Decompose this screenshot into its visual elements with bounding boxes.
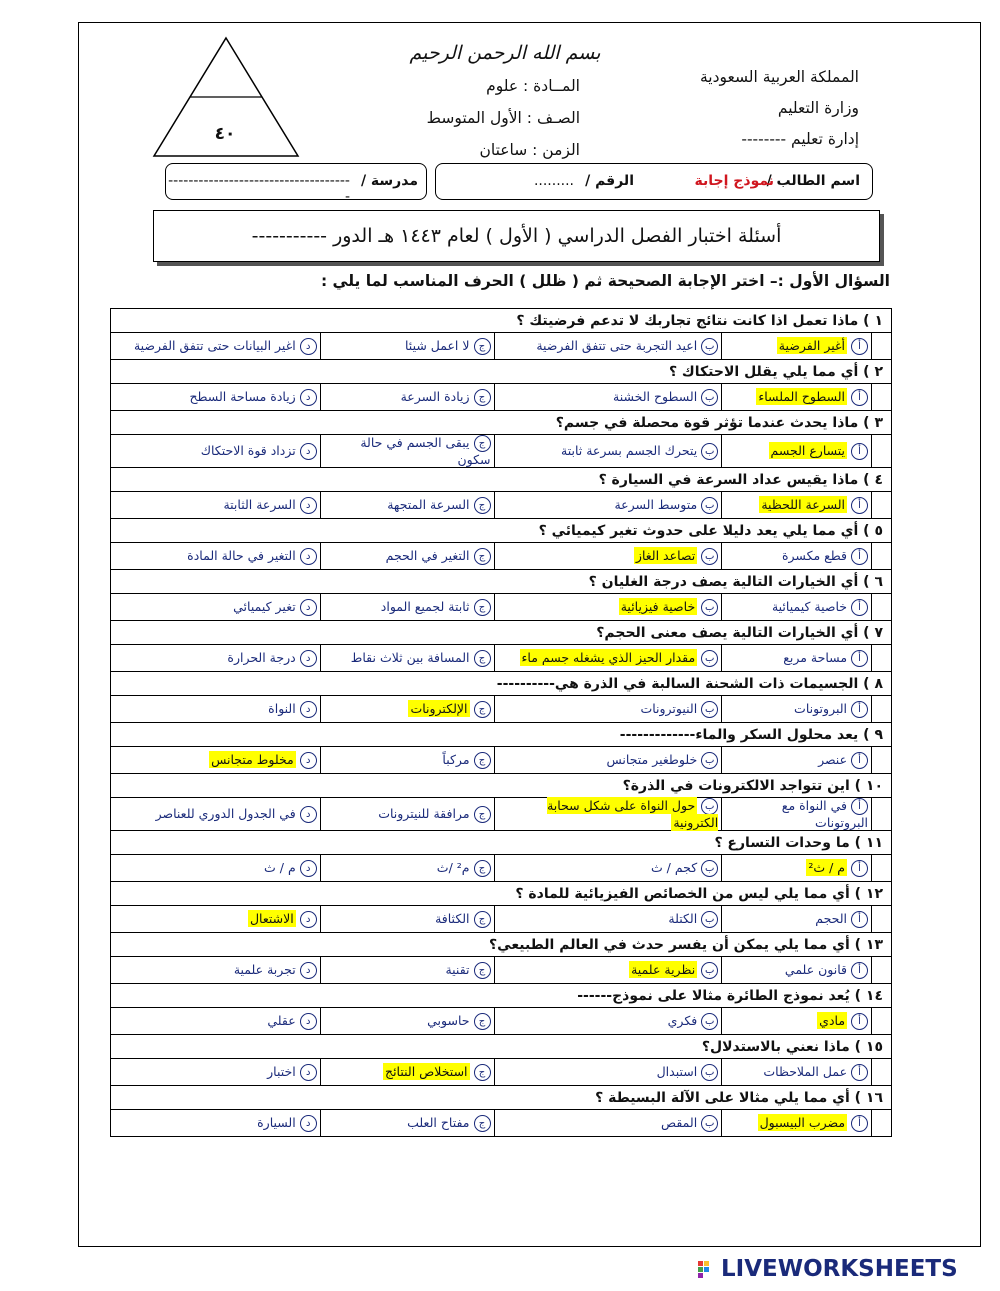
option-text: تجربة علمية xyxy=(233,961,296,977)
option-cell[interactable] xyxy=(111,1059,321,1086)
option-letter[interactable]: د xyxy=(300,1013,317,1030)
question-text: ١٢ ) أي مما يلي ليس من الخصائص الفيزيائية للمادة ؟ xyxy=(111,882,892,906)
option-text: ثابتة لجميع المواد xyxy=(380,598,470,614)
question-text: ٨ ) الجسيمات ذات الشحنة السالبة في الذرة هي---------- xyxy=(111,672,892,696)
option-cell[interactable] xyxy=(722,957,872,984)
option-cell[interactable] xyxy=(494,1059,722,1086)
option-cell[interactable] xyxy=(320,594,494,621)
option-text: زيادة مساحة السطح xyxy=(189,388,296,404)
option-cell[interactable] xyxy=(494,798,722,831)
question-text: ٣ ) ماذا يحدث عندما تؤثر قوة محصلة في جسم؟ xyxy=(111,411,892,435)
option-text: استخلاص النتائج xyxy=(385,1063,468,1079)
question-text: ٩ ) يعد محلول السكر والماء------------- xyxy=(111,723,892,747)
option-cell[interactable] xyxy=(320,906,494,933)
option-letter[interactable]: ب xyxy=(701,389,718,406)
option-letter[interactable]: د xyxy=(300,650,317,667)
option-letter[interactable]: ب xyxy=(701,443,718,460)
options-row xyxy=(111,1059,892,1086)
options-row xyxy=(111,696,892,723)
option-text: السطوح الملساء xyxy=(758,388,846,404)
option-letter[interactable]: د xyxy=(300,962,317,979)
logo-icon xyxy=(697,1260,717,1280)
country-label: المملكة العربية السعودية xyxy=(699,68,859,86)
question-row xyxy=(111,411,892,435)
blank-cell xyxy=(872,435,892,468)
option-letter[interactable]: ج xyxy=(474,1013,491,1030)
option-text: السيارة xyxy=(257,1114,296,1130)
option-text: تصاعد الغاز xyxy=(635,547,696,563)
option-cell[interactable] xyxy=(494,492,722,519)
question-text: ٢ ) أي مما يلي يقلل الاحتكاك ؟ xyxy=(111,360,892,384)
option-text: مساحة مربع xyxy=(783,649,848,665)
options-row xyxy=(111,492,892,519)
option-cell[interactable] xyxy=(111,855,321,882)
option-letter[interactable]: د xyxy=(300,911,317,928)
options-row xyxy=(111,594,892,621)
option-letter[interactable]: أ xyxy=(851,548,868,565)
option-letter[interactable]: ب xyxy=(701,962,718,979)
option-cell[interactable] xyxy=(722,594,872,621)
blank-cell xyxy=(872,492,892,519)
option-text: البروتونات xyxy=(794,700,848,716)
question-row xyxy=(111,519,892,543)
option-text: الإلكترونات xyxy=(410,700,468,716)
option-letter[interactable]: ب xyxy=(701,338,718,355)
option-text: لا اعمل شيئا xyxy=(404,337,470,353)
header-mid xyxy=(400,70,580,166)
option-text: حاسوبي xyxy=(427,1012,470,1028)
option-text: درجة الحرارة xyxy=(227,649,296,665)
option-letter[interactable]: ب xyxy=(701,1013,718,1030)
option-text: عمل الملاحظات xyxy=(763,1063,848,1079)
option-letter[interactable]: د xyxy=(300,1064,317,1081)
question-row xyxy=(111,933,892,957)
option-letter[interactable]: أ xyxy=(851,962,868,979)
option-text: خلوطغير متجانس xyxy=(606,751,698,767)
option-cell[interactable] xyxy=(320,435,494,468)
option-text: السرعة الثابتة xyxy=(223,496,296,512)
option-cell[interactable] xyxy=(494,906,722,933)
option-letter[interactable]: أ xyxy=(851,1013,868,1030)
option-letter[interactable]: د xyxy=(300,548,317,565)
option-letter[interactable]: ج xyxy=(474,860,491,877)
logo-text: LIVEWORKSHEETS xyxy=(721,1256,958,1282)
options-row xyxy=(111,435,892,468)
option-letter[interactable]: ب xyxy=(701,701,718,718)
question-row xyxy=(111,360,892,384)
question-row xyxy=(111,621,892,645)
option-letter[interactable]: د xyxy=(300,752,317,769)
option-letter[interactable]: أ xyxy=(851,389,868,406)
question-text: ١٥ ) ماذا نعني بالاستدلال؟ xyxy=(111,1035,892,1059)
option-cell[interactable] xyxy=(111,492,321,519)
option-cell[interactable] xyxy=(494,957,722,984)
option-text: في الجدول الدوري للعناصر xyxy=(155,805,296,821)
blank-cell xyxy=(872,855,892,882)
option-text: اختبار xyxy=(267,1063,296,1079)
question-text: ١٠ ) اين تتواجد الالكترونات في الذرة؟ xyxy=(111,774,892,798)
option-letter[interactable]: د xyxy=(300,599,317,616)
administration-label: إدارة تعليم -------- xyxy=(741,130,859,148)
option-cell[interactable] xyxy=(111,543,321,570)
options-row xyxy=(111,957,892,984)
option-cell[interactable] xyxy=(722,435,872,468)
grade-label: الصـف : الأول المتوسط xyxy=(426,109,580,127)
option-text: م / ث² xyxy=(808,859,846,875)
option-letter[interactable]: د xyxy=(300,1115,317,1132)
question-text: ٦ ) أي الخيارات التالية يصف درجة الغليان ؟ xyxy=(111,570,892,594)
option-text: قانون علمي xyxy=(784,961,848,977)
school-box xyxy=(165,163,427,205)
option-letter[interactable]: د xyxy=(300,389,317,406)
question-row xyxy=(111,468,892,492)
option-text: السرعة المتجهة xyxy=(387,496,470,512)
option-text: الحجم xyxy=(815,910,848,926)
options-row xyxy=(111,1110,892,1137)
option-text: اغير البيانات حتى تتفق الفرضية xyxy=(133,337,296,353)
option-letter[interactable]: د xyxy=(300,806,317,823)
option-text: مضرب البيسبول xyxy=(759,1114,846,1130)
option-cell[interactable] xyxy=(722,333,872,360)
option-cell[interactable] xyxy=(320,696,494,723)
option-letter[interactable]: ب xyxy=(701,798,718,815)
option-cell[interactable] xyxy=(494,333,722,360)
option-text: مرافقة للنيترونات xyxy=(378,805,470,821)
options-row xyxy=(111,333,892,360)
option-letter[interactable]: ب xyxy=(701,497,718,514)
option-letter[interactable]: أ xyxy=(851,911,868,928)
option-text: تغير كيميائي xyxy=(233,598,296,614)
question-text: ٥ ) أي مما يلي يعد دليلا على حدوث تغير كيميائي ؟ xyxy=(111,519,892,543)
blank-cell xyxy=(872,696,892,723)
option-cell[interactable] xyxy=(722,1008,872,1035)
option-letter[interactable]: ج xyxy=(474,1115,491,1132)
option-cell[interactable] xyxy=(722,696,872,723)
option-cell[interactable] xyxy=(722,1110,872,1137)
blank-cell xyxy=(872,543,892,570)
options-row xyxy=(111,855,892,882)
option-letter[interactable]: ج xyxy=(474,1064,491,1081)
option-letter[interactable]: ب xyxy=(701,860,718,877)
option-cell[interactable] xyxy=(722,492,872,519)
option-letter[interactable]: أ xyxy=(851,599,868,616)
option-cell[interactable] xyxy=(111,798,321,831)
option-cell[interactable] xyxy=(320,384,494,411)
option-cell[interactable] xyxy=(722,645,872,672)
option-cell[interactable] xyxy=(494,747,722,774)
question-row xyxy=(111,984,892,1008)
school-value[interactable]: ------------------------------------- xyxy=(168,173,350,205)
score-value: ٤٠ xyxy=(214,124,236,144)
option-cell[interactable] xyxy=(111,1008,321,1035)
option-cell[interactable] xyxy=(320,333,494,360)
exam-title: أسئلة اختبار الفصل الدراسي ( الأول ) لعام ١٤٤٣ هـ الدور ----------- xyxy=(153,210,880,262)
option-cell[interactable] xyxy=(111,435,321,468)
option-cell[interactable] xyxy=(722,798,872,831)
option-text: خاصية كيميائية xyxy=(771,598,848,614)
name-value[interactable]: نموذج إجابة xyxy=(694,173,774,189)
option-cell[interactable] xyxy=(111,645,321,672)
option-text: المسافة بين ثلاث نقاط xyxy=(350,649,470,665)
option-text: يتسارع الجسم xyxy=(770,442,846,458)
option-letter[interactable]: أ xyxy=(851,860,868,877)
option-text: متوسط السرعة xyxy=(614,496,698,512)
option-letter[interactable]: ج xyxy=(474,599,491,616)
option-text: حول النواة على شكل سحابة الكترونية xyxy=(547,798,719,830)
question-text: ١٤ ) يُعد نموذج الطائرة مثالا على نموذج------ xyxy=(111,984,892,1008)
option-letter[interactable]: أ xyxy=(851,338,868,355)
option-text: أغير الفرضية xyxy=(778,337,846,353)
option-cell[interactable] xyxy=(722,543,872,570)
option-text: التغير في الحجم xyxy=(385,547,470,563)
option-letter[interactable]: ب xyxy=(701,650,718,667)
option-cell[interactable] xyxy=(320,492,494,519)
question-row xyxy=(111,831,892,855)
blank-cell xyxy=(872,747,892,774)
option-text: م / ث xyxy=(264,859,296,875)
options-row xyxy=(111,543,892,570)
option-letter[interactable]: ج xyxy=(474,548,491,565)
option-text: قطع مكسرة xyxy=(781,547,848,563)
option-cell[interactable] xyxy=(111,384,321,411)
question-text: ١ ) ماذا تعمل اذا كانت نتائج تجاربك لا تدعم فرضيتك ؟ xyxy=(111,309,892,333)
section-title: السؤال الأول :– اختر الإجابة الصحيحة ثم ( ظلل ) الحرف المناسب لما يلي : xyxy=(320,272,890,290)
option-text: فكري xyxy=(667,1012,698,1028)
option-letter[interactable]: أ xyxy=(851,752,868,769)
option-cell[interactable] xyxy=(320,1110,494,1137)
question-row xyxy=(111,882,892,906)
option-letter[interactable]: د xyxy=(300,860,317,877)
option-letter[interactable]: ج xyxy=(474,752,491,769)
option-cell[interactable] xyxy=(494,1110,722,1137)
question-text: ١٦ ) أي مما يلي مثالا على الآلة البسيطة ؟ xyxy=(111,1086,892,1110)
option-cell[interactable] xyxy=(722,1059,872,1086)
option-text: م² /ث xyxy=(436,859,470,875)
option-letter[interactable]: ب xyxy=(701,752,718,769)
option-text: السرعة اللحظية xyxy=(761,496,846,512)
option-letter[interactable]: ب xyxy=(701,911,718,928)
option-letter[interactable]: ج xyxy=(474,701,491,718)
option-text: السطوح الخشنة xyxy=(613,388,698,404)
option-text: عقلي xyxy=(267,1012,296,1028)
option-text: في النواة مع البروتونات xyxy=(781,798,869,830)
option-text: يتحرك الجسم بسرعة ثابتة xyxy=(561,442,698,458)
option-cell[interactable] xyxy=(111,957,321,984)
option-letter[interactable]: ج xyxy=(474,911,491,928)
option-letter[interactable]: ج xyxy=(474,435,491,452)
option-cell[interactable] xyxy=(494,696,722,723)
option-letter[interactable]: ب xyxy=(701,1115,718,1132)
time-label: الزمن : ساعتان xyxy=(479,141,580,159)
options-row xyxy=(111,747,892,774)
blank-cell xyxy=(872,1008,892,1035)
option-cell[interactable] xyxy=(722,384,872,411)
option-cell[interactable] xyxy=(111,333,321,360)
option-letter[interactable]: ب xyxy=(701,548,718,565)
option-cell[interactable] xyxy=(111,1110,321,1137)
option-cell[interactable] xyxy=(494,435,722,468)
options-row xyxy=(111,906,892,933)
option-cell[interactable] xyxy=(111,747,321,774)
option-text: نظرية علمية xyxy=(631,961,696,977)
option-cell[interactable] xyxy=(722,855,872,882)
option-text: النيوترونات xyxy=(640,700,698,716)
option-text: مقدار الحيز الذي يشغله جسم ماء xyxy=(521,649,696,665)
question-row xyxy=(111,672,892,696)
question-row xyxy=(111,723,892,747)
option-text: التغير في حالة المادة xyxy=(187,547,296,563)
questions-table xyxy=(110,308,892,1137)
question-row xyxy=(111,1035,892,1059)
blank-cell xyxy=(872,645,892,672)
options-row xyxy=(111,645,892,672)
blank-cell xyxy=(872,798,892,831)
question-row xyxy=(111,1086,892,1110)
option-letter[interactable]: ج xyxy=(474,389,491,406)
options-row xyxy=(111,798,892,831)
option-cell[interactable] xyxy=(494,543,722,570)
blank-cell xyxy=(872,594,892,621)
option-text: يبقى الجسم في حالة سكون xyxy=(360,435,491,467)
blank-cell xyxy=(872,333,892,360)
option-cell[interactable] xyxy=(722,747,872,774)
question-text: ١١ ) ما وحدات التسارع ؟ xyxy=(111,831,892,855)
question-text: ٤ ) ماذا يقيس عداد السرعة في السيارة ؟ xyxy=(111,468,892,492)
basmala: بسم الله الرحمن الرحيم xyxy=(409,42,601,64)
option-text: زيادة السرعة xyxy=(400,388,470,404)
option-letter[interactable]: أ xyxy=(851,798,868,815)
option-cell[interactable] xyxy=(320,1059,494,1086)
option-text: كجم / ث xyxy=(650,859,698,875)
option-letter[interactable]: د xyxy=(300,497,317,514)
option-text: تقنية xyxy=(445,961,470,977)
option-cell[interactable] xyxy=(320,957,494,984)
option-letter[interactable]: د xyxy=(300,701,317,718)
option-letter[interactable]: ج xyxy=(474,497,491,514)
option-text: الكتلة xyxy=(668,910,698,926)
options-row xyxy=(111,384,892,411)
option-cell[interactable] xyxy=(320,1008,494,1035)
blank-cell xyxy=(872,957,892,984)
option-cell[interactable] xyxy=(111,696,321,723)
blank-cell xyxy=(872,384,892,411)
school-label: مدرسة / xyxy=(360,173,418,189)
option-text: اعيد التجربة حتى تتفق الفرضية xyxy=(536,337,698,353)
option-letter[interactable]: ج xyxy=(474,806,491,823)
name-label: اسم الطالب / xyxy=(766,173,860,189)
question-row xyxy=(111,774,892,798)
option-letter[interactable]: أ xyxy=(851,1064,868,1081)
option-cell[interactable] xyxy=(494,855,722,882)
student-name-box xyxy=(435,163,873,200)
option-text: مخلوط متجانس xyxy=(211,751,294,767)
liveworksheets-logo xyxy=(697,1256,958,1282)
option-cell[interactable] xyxy=(494,384,722,411)
option-cell[interactable] xyxy=(320,747,494,774)
option-letter[interactable]: أ xyxy=(851,443,868,460)
number-value[interactable]: ......... xyxy=(533,173,574,189)
option-text: عنصر xyxy=(818,751,848,767)
option-letter[interactable]: ب xyxy=(701,599,718,616)
option-letter[interactable]: أ xyxy=(851,497,868,514)
blank-cell xyxy=(872,1110,892,1137)
option-letter[interactable]: د xyxy=(300,443,317,460)
question-text: ١٣ ) أي مما يلي يمكن أن يفسر حدث في العالم الطبيعي؟ xyxy=(111,933,892,957)
option-cell[interactable] xyxy=(320,543,494,570)
option-text: الكثافة xyxy=(435,910,470,926)
option-letter[interactable]: ج xyxy=(474,338,491,355)
option-text: الاشتعال xyxy=(249,910,294,926)
option-text: النواة xyxy=(268,700,296,716)
option-cell[interactable] xyxy=(320,645,494,672)
option-cell[interactable] xyxy=(494,1008,722,1035)
option-text: مادي xyxy=(819,1012,846,1028)
option-text: تزداد قوة الاحتكاك xyxy=(200,442,296,458)
option-cell[interactable] xyxy=(111,906,321,933)
option-text: استبدال xyxy=(656,1063,698,1079)
option-cell[interactable] xyxy=(111,594,321,621)
option-cell[interactable] xyxy=(494,645,722,672)
option-cell[interactable] xyxy=(320,855,494,882)
option-letter[interactable]: أ xyxy=(851,650,868,667)
blank-cell xyxy=(872,1059,892,1086)
option-text: مركباً xyxy=(442,751,470,767)
question-row xyxy=(111,309,892,333)
option-cell[interactable] xyxy=(722,906,872,933)
option-letter[interactable]: ج xyxy=(474,650,491,667)
option-letter[interactable]: د xyxy=(300,338,317,355)
question-text: ٧ ) أي الخيارات التالية يصف معنى الحجم؟ xyxy=(111,621,892,645)
option-letter[interactable]: أ xyxy=(851,701,868,718)
option-cell[interactable] xyxy=(320,798,494,831)
option-letter[interactable]: ج xyxy=(474,962,491,979)
option-text: خاصية فيزيائية xyxy=(620,598,696,614)
question-row xyxy=(111,570,892,594)
blank-cell xyxy=(872,906,892,933)
option-text: المقص xyxy=(661,1114,698,1130)
option-text: مفتاح العلب xyxy=(407,1114,470,1130)
option-letter[interactable]: أ xyxy=(851,1115,868,1132)
ministry-label: وزارة التعليم xyxy=(777,99,859,117)
option-letter[interactable]: ب xyxy=(701,1064,718,1081)
number-label: الرقم / xyxy=(585,173,634,189)
header-right xyxy=(700,62,859,155)
options-row xyxy=(111,1008,892,1035)
subject-label: المــادة : علوم xyxy=(486,77,580,95)
option-cell[interactable] xyxy=(494,594,722,621)
